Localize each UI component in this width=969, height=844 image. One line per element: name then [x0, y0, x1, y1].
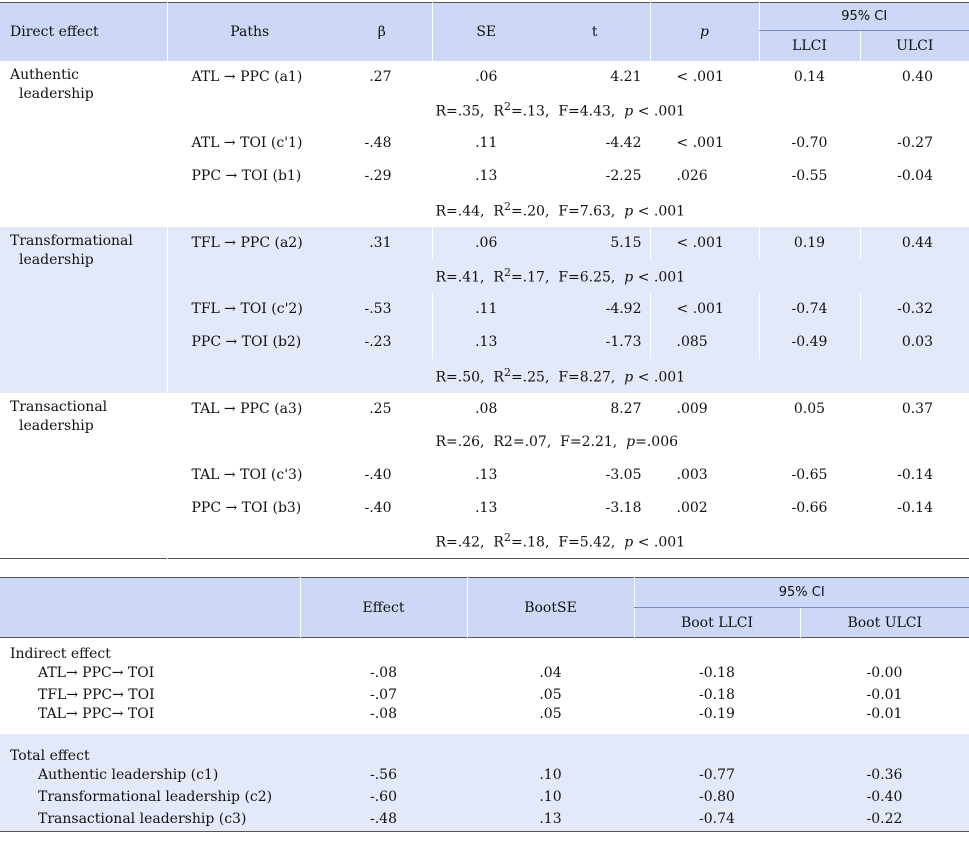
t-cell: 4.21	[610, 69, 642, 85]
path-row	[0, 61, 969, 94]
boot-ulci-value: -0.36	[866, 766, 903, 783]
indirect-effect-table	[0, 577, 969, 832]
path-cell: PPC → TOI (b3)	[167, 492, 332, 525]
bootse-value: .05	[539, 705, 562, 722]
t-cell: -4.92	[605, 301, 642, 317]
t-cell: -1.73	[605, 334, 642, 350]
boot-llci-value: -0.80	[699, 788, 735, 805]
summary-r2-superscript: 2	[503, 100, 511, 114]
effect-value: -.60	[370, 788, 397, 805]
path-row	[0, 227, 969, 260]
p-cell: .026	[650, 160, 759, 193]
header-95-ci: 95% CI	[759, 3, 969, 31]
p-cell: .003	[650, 459, 759, 492]
llci-cell: -0.65	[759, 459, 860, 492]
path-row	[0, 393, 969, 426]
total-effect-row	[0, 764, 969, 786]
se-cell: .06	[432, 61, 540, 94]
header-p: p	[650, 3, 759, 61]
boot-ulci-value: -0.22	[866, 811, 903, 828]
group-label-line2: leadership	[19, 85, 94, 102]
summary-r2-superscript: 2	[503, 266, 511, 280]
se-cell: .06	[432, 227, 540, 260]
se-cell: .11	[432, 293, 540, 326]
summary-p-value: =.006	[635, 434, 679, 450]
total-effect-row	[0, 786, 969, 808]
t-cell: -3.18	[605, 500, 642, 516]
summary-r2-symbol: R	[493, 103, 504, 120]
ulci-cell: -0.14	[860, 492, 969, 525]
model-summary-cell	[167, 193, 969, 227]
ulci-cell: 0.40	[860, 61, 969, 94]
p-cell: < .001	[650, 293, 759, 326]
model-summary-cell	[167, 260, 969, 293]
effect-label: TAL→ PPC→ TOI	[38, 705, 155, 722]
bootse-value: .13	[539, 811, 562, 828]
se-cell: .08	[432, 393, 540, 426]
beta-cell: -.40	[364, 467, 392, 483]
summary-r2-symbol: R	[493, 535, 504, 552]
se-cell: .11	[432, 127, 540, 160]
boot-llci-value: -0.74	[699, 811, 735, 828]
header-ulci: ULCI	[860, 31, 969, 61]
summary-f: F=7.63,	[558, 203, 616, 220]
p-cell: .009	[650, 393, 759, 426]
group-label-line2: leadership	[19, 251, 94, 268]
header-boot-llci: Boot LLCI	[634, 608, 800, 638]
summary-f: F=4.43,	[558, 103, 616, 120]
summary-r: R=.50,	[435, 369, 485, 386]
effect-value: -.08	[370, 664, 397, 681]
effect-value: -.56	[370, 766, 397, 783]
beta-cell: -.53	[364, 301, 392, 317]
llci-cell: -0.70	[759, 127, 860, 160]
section-title-row	[0, 734, 969, 764]
path-cell: TFL → TOI (c'2)	[167, 293, 332, 326]
header-bootse: BootSE	[467, 578, 634, 638]
header-t: t	[591, 23, 598, 40]
summary-r2-superscript: 2	[503, 531, 511, 545]
summary-p-value: < .001	[637, 203, 686, 220]
path-cell: ATL → PPC (a1)	[167, 61, 332, 94]
group-label	[0, 393, 167, 559]
summary-text: R=.26, R2=.07, F=2.21,	[435, 434, 627, 450]
summary-p-value: < .001	[637, 369, 686, 386]
p-cell: .002	[650, 492, 759, 525]
indirect-effect-row	[0, 662, 969, 684]
beta-cell: -.29	[364, 168, 392, 184]
bootse-value: .05	[539, 686, 562, 703]
beta-cell: -.40	[364, 500, 392, 516]
summary-f: F=6.25,	[558, 269, 616, 286]
beta-cell: -.48	[364, 135, 392, 151]
total-effect-row	[0, 808, 969, 832]
header-boot-ulci: Boot ULCI	[800, 608, 969, 638]
header-effect: Effect	[300, 578, 467, 638]
summary-r2-value: =.20,	[510, 203, 550, 220]
summary-p-symbol: p	[624, 269, 634, 286]
p-cell: .085	[650, 326, 759, 359]
indirect-effect-row	[0, 706, 969, 734]
summary-r2-value: =.17,	[510, 269, 550, 286]
summary-r2-symbol: R	[493, 203, 504, 220]
p-cell: < .001	[650, 127, 759, 160]
ulci-cell: -0.14	[860, 459, 969, 492]
boot-ulci-value: -0.40	[866, 788, 903, 805]
t-cell: 8.27	[610, 401, 642, 417]
summary-p-symbol: p	[624, 535, 634, 552]
se-cell: .13	[432, 492, 540, 525]
boot-ulci-value: -0.00	[866, 664, 903, 681]
ulci-cell: 0.03	[860, 326, 969, 359]
summary-r2-superscript: 2	[503, 199, 511, 213]
summary-r2-symbol: R	[493, 269, 504, 286]
summary-r2-value: =.13,	[510, 103, 550, 120]
llci-cell: 0.19	[759, 227, 860, 260]
effect-value: -.08	[370, 705, 397, 722]
direct-effect-table	[0, 2, 969, 559]
group-label-line1: Transformational	[10, 232, 133, 249]
group-label-line1: Transactional	[10, 398, 108, 415]
summary-p-symbol: p	[624, 369, 634, 386]
boot-llci-value: -0.77	[699, 766, 735, 783]
bootse-value: .04	[539, 664, 562, 681]
summary-p-symbol: p	[624, 103, 634, 120]
ulci-cell: 0.44	[860, 227, 969, 260]
ulci-cell: 0.37	[860, 393, 969, 426]
summary-p-value: < .001	[637, 103, 686, 120]
ulci-cell: -0.27	[860, 127, 969, 160]
beta-cell: -.23	[364, 334, 392, 350]
summary-f: F=5.42,	[558, 535, 616, 552]
header-se: SE	[432, 3, 540, 61]
se-cell: .13	[432, 160, 540, 193]
summary-r2-value: =.18,	[510, 535, 550, 552]
boot-llci-value: -0.18	[699, 686, 735, 703]
t-cell: 5.15	[610, 235, 642, 251]
ulci-cell: -0.32	[860, 293, 969, 326]
p-cell: < .001	[650, 227, 759, 260]
summary-r2-superscript: 2	[503, 365, 511, 379]
boot-llci-value: -0.19	[699, 705, 735, 722]
model-summary-cell	[167, 94, 969, 127]
beta-cell: .25	[369, 401, 392, 417]
model-summary-cell	[167, 359, 969, 393]
summary-r: R=.44,	[435, 203, 485, 220]
header-paths: Paths	[167, 3, 332, 61]
group-label	[0, 227, 167, 393]
boot-llci-value: -0.18	[699, 664, 735, 681]
t-cell: -4.42	[605, 135, 642, 151]
beta-cell: .27	[369, 69, 392, 85]
effect-label: TFL→ PPC→ TOI	[38, 686, 155, 703]
summary-r: R=.41,	[435, 269, 485, 286]
beta-cell: .31	[369, 235, 392, 251]
effect-value: -.07	[370, 686, 397, 703]
indirect-effect-row	[0, 684, 969, 706]
effect-label: Transactional leadership (c3)	[38, 811, 247, 828]
model-summary-cell	[167, 525, 969, 559]
summary-p-value: < .001	[637, 535, 686, 552]
header-direct-effect: Direct effect	[10, 23, 99, 40]
group-label-line1: Authentic	[10, 66, 80, 83]
effect-label: Transformational leadership (c2)	[38, 788, 273, 805]
effect-value: -.48	[370, 811, 397, 828]
p-cell: < .001	[650, 61, 759, 94]
summary-f: F=8.27,	[558, 369, 616, 386]
section-title: Indirect effect	[10, 645, 111, 662]
effect-label: ATL→ PPC→ TOI	[38, 664, 155, 681]
path-cell: PPC → TOI (b1)	[167, 160, 332, 193]
indirect-header-blank	[0, 578, 300, 638]
llci-cell: 0.14	[759, 61, 860, 94]
model-summary-cell	[167, 426, 969, 459]
section-title: Total effect	[10, 747, 90, 764]
summary-p-value: < .001	[637, 269, 686, 286]
llci-cell: -0.55	[759, 160, 860, 193]
summary-r2-value: =.25,	[510, 369, 550, 386]
ulci-cell: -0.04	[860, 160, 969, 193]
group-label-line2: leadership	[19, 417, 94, 434]
t-cell: -3.05	[605, 467, 642, 483]
summary-r: R=.42,	[435, 535, 485, 552]
path-cell: TAL → PPC (a3)	[167, 393, 332, 426]
llci-cell: -0.74	[759, 293, 860, 326]
summary-r2-symbol: R	[493, 369, 504, 386]
bootse-value: .10	[539, 766, 562, 783]
llci-cell: 0.05	[759, 393, 860, 426]
path-cell: PPC → TOI (b2)	[167, 326, 332, 359]
header-row-1	[0, 3, 969, 31]
boot-ulci-value: -0.01	[866, 705, 903, 722]
bootse-value: .10	[539, 788, 562, 805]
indirect-header-row-1	[0, 578, 969, 608]
summary-p-symbol: p	[624, 203, 634, 220]
section-title-row	[0, 638, 969, 662]
effect-label: Authentic leadership (c1)	[38, 766, 219, 783]
indirect-header-95-ci: 95% CI	[634, 578, 969, 608]
llci-cell: -0.49	[759, 326, 860, 359]
t-cell: -2.25	[605, 168, 642, 184]
path-cell: TFL → PPC (a2)	[167, 227, 332, 260]
path-cell: TAL → TOI (c'3)	[167, 459, 332, 492]
path-cell: ATL → TOI (c'1)	[167, 127, 332, 160]
llci-cell: -0.66	[759, 492, 860, 525]
header-beta: β	[377, 23, 386, 40]
group-label	[0, 61, 167, 227]
summary-r: R=.35,	[435, 103, 485, 120]
se-cell: .13	[432, 326, 540, 359]
header-llci: LLCI	[759, 31, 860, 61]
se-cell: .13	[432, 459, 540, 492]
boot-ulci-value: -0.01	[866, 686, 903, 703]
summary-p-symbol: p	[626, 434, 636, 450]
